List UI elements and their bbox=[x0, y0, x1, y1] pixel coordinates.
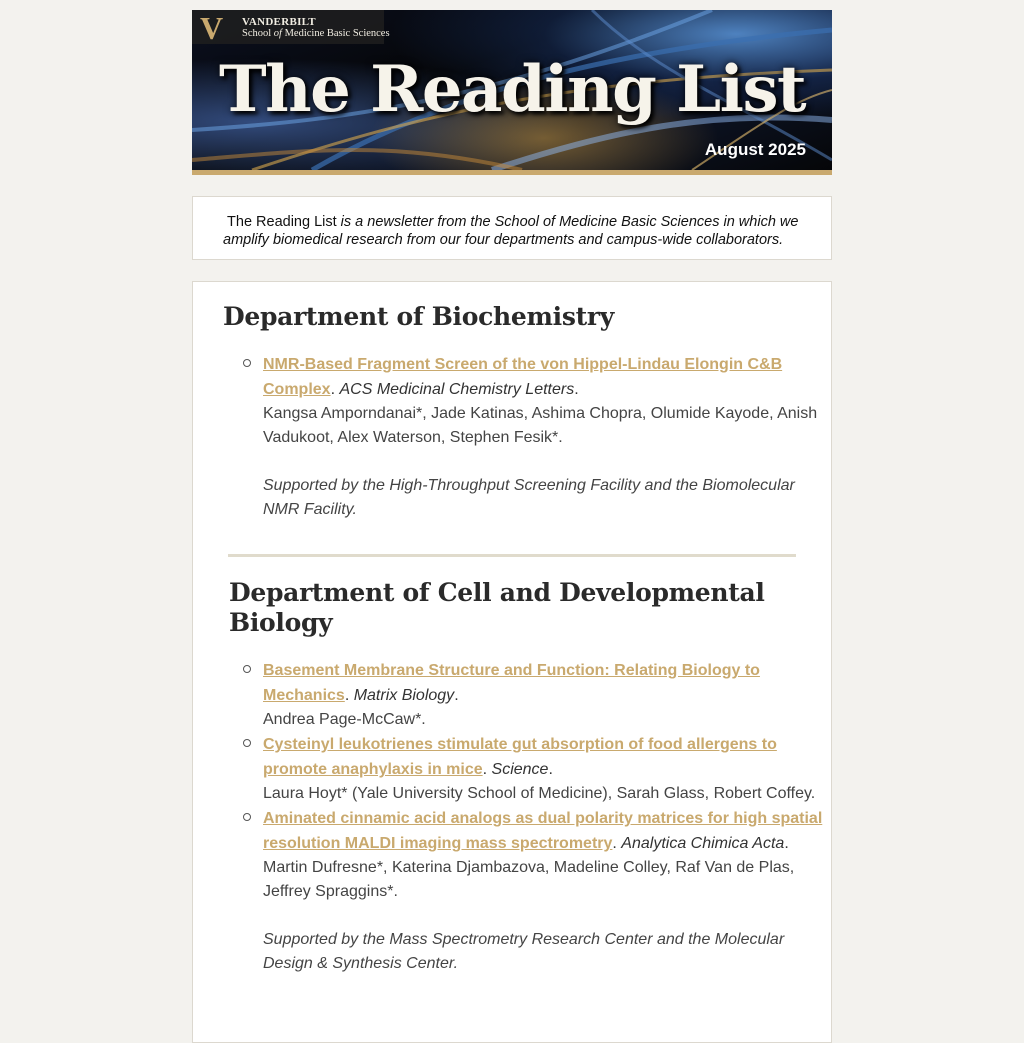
publication-list bbox=[243, 352, 823, 522]
publication-list bbox=[243, 658, 823, 976]
publication-link[interactable]: Aminated cinnamic acid analogs as dual polarity matrices for high spatial resolution MALDI imaging mass spectrometry bbox=[263, 810, 823, 852]
newsletter-title: The Reading List bbox=[218, 52, 806, 127]
publication-item: Cysteinyl leukotrienes stimulate gut absorption of food allergens to promote anaphylaxis in mice. Science. Laura Hoyt* (Yale University School of Medicine), Sarah Glass, Robert Coffey. bbox=[243, 732, 823, 806]
journal-name: ACS Medicinal Chemistry Letters bbox=[339, 381, 575, 398]
intro-box bbox=[192, 196, 832, 260]
publication-item: Aminated cinnamic acid analogs as dual polarity matrices for high spatial resolution MALDI imaging mass spectrometry. Analytica Chimica Acta. Martin Dufresne*, Katerina Djambazova, Madeline Colley, Raf Van de Plas, Jeffrey Spraggins*. Supported by the Mass Spectrometry Research Center and the Molecular Design & Synthesis Center. bbox=[243, 806, 823, 976]
publication-link[interactable]: Cysteinyl leukotrienes stimulate gut absorption of food allergens to promote anaphylaxis in mice bbox=[263, 736, 777, 778]
author-list: Martin Dufresne*, Katerina Djambazova, Madeline Colley, Raf Van de Plas, Jeffrey Spraggins*. bbox=[263, 859, 795, 900]
journal-name: Analytica Chimica Acta bbox=[621, 835, 785, 852]
journal-name: Matrix Biology bbox=[353, 687, 455, 704]
intro-text: is a newsletter from the School of Medicine Basic Sciences in which we amplify biomedical research from our four departments and campus-wide collaborators. bbox=[223, 214, 799, 248]
vanderbilt-v-icon: V bbox=[200, 10, 224, 46]
department-heading: Department of Cell and Developmental Biology bbox=[229, 578, 765, 637]
author-list: Andrea Page-McCaw*. bbox=[263, 711, 426, 728]
vanderbilt-logo[interactable] bbox=[192, 10, 390, 46]
publication-link[interactable]: NMR-Based Fragment Screen of the von Hippel-Lindau Elongin C&B Complex bbox=[263, 356, 783, 398]
department-heading: Department of Biochemistry bbox=[223, 302, 614, 331]
logo-subtitle: School of Medicine Basic Sciences bbox=[242, 28, 390, 39]
header-rule bbox=[192, 170, 832, 175]
author-list: Laura Hoyt* (Yale University School of Medicine), Sarah Glass, Robert Coffey. bbox=[263, 785, 816, 802]
author-list: Kangsa Amporndanai*, Jade Katinas, Ashima Chopra, Olumide Kayode, Anish Vadukoot, Alex Waterson, Stephen Fesik*. bbox=[263, 405, 818, 446]
support-note: Supported by the Mass Spectrometry Research Center and the Molecular Design & Synthesis Center. bbox=[263, 931, 785, 972]
intro-newsletter-name: The Reading List bbox=[227, 214, 337, 230]
publication-item: Basement Membrane Structure and Function: Relating Biology to Mechanics. Matrix Biology. Andrea Page-McCaw*. bbox=[243, 658, 823, 732]
content-card bbox=[192, 281, 832, 1043]
newsletter bbox=[192, 10, 832, 1043]
support-note: Supported by the High-Throughput Screening Facility and the Biomolecular NMR Facility. bbox=[263, 477, 795, 518]
journal-name: Science bbox=[491, 761, 549, 778]
publication-link[interactable]: Basement Membrane Structure and Function: Relating Biology to Mechanics bbox=[263, 662, 760, 704]
section-divider bbox=[228, 554, 796, 557]
logo-name: VANDERBILT bbox=[242, 16, 316, 28]
header-banner bbox=[192, 10, 832, 170]
publication-item: NMR-Based Fragment Screen of the von Hippel-Lindau Elongin C&B Complex. ACS Medicinal Chemistry Letters. Kangsa Amporndanai*, Jade Katinas, Ashima Chopra, Olumide Kayode, Anish Vadukoot, Alex Waterson, Stephen Fesik*. Supported by the High-Throughput Screening Facility and the Biomolecular NMR Facility. bbox=[243, 352, 823, 522]
issue-date: August 2025 bbox=[704, 140, 806, 159]
